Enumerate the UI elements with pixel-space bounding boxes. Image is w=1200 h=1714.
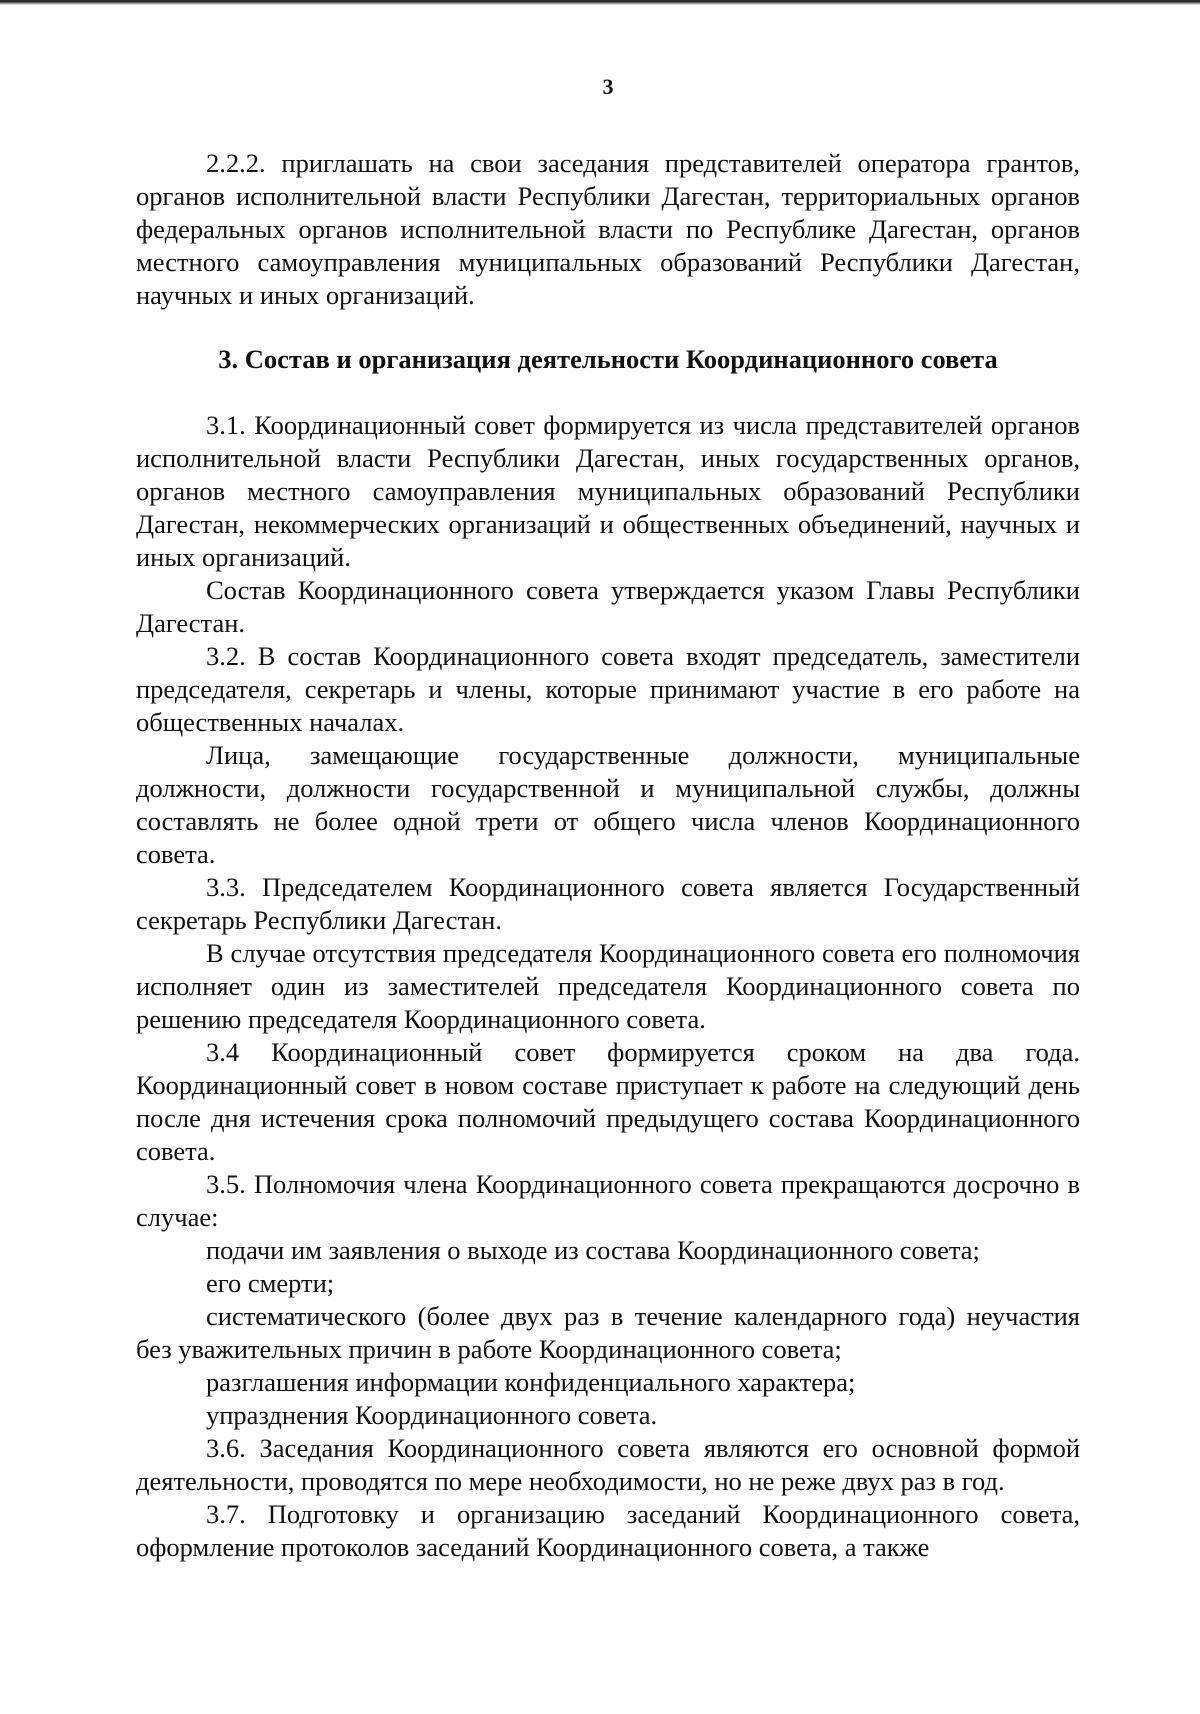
paragraph-3-6: 3.6. Заседания Координационного совета являются его основной формой деятельности, проводятся по мере необходимости, но не реже двух раз в год. [136, 1433, 1080, 1496]
section-body [136, 409, 1080, 1564]
heading-block [136, 343, 1080, 376]
paragraph-composition: Состав Координационного совета утверждается указом Главы Республики Дагестан. [136, 575, 1080, 638]
scan-top-edge [0, 0, 1200, 5]
paragraph-2-2-2: 2.2.2. приглашать на свои заседания представителей оператора грантов, органов исполнительной власти Республики Дагестан, территориальных органов федеральных органов исполнительной власти по Республике Дагестан, органов местного самоуправления муниципальных образований Республики Дагестан, научных и иных организаций. [136, 148, 1080, 310]
paragraph-3-5: 3.5. Полномочия члена Координационного совета прекращаются досрочно в случае: [136, 1169, 1080, 1232]
list-item-abolition: упразднения Координационного совета. [206, 1400, 658, 1430]
page-number: 3 [602, 74, 614, 99]
list-item-death: его смерти; [206, 1268, 335, 1298]
paragraph-3-3: 3.3. Председателем Координационного совета является Государственный секретарь Республики Дагестан. [136, 872, 1080, 935]
paragraph-3-1: 3.1. Координационный совет формируется из числа представителей органов исполнительной власти Республики Дагестан, иных государственных органов, органов местного самоуправления муниципальных образований Республики Дагестан, некоммерческих организаций и общественных объединений, научных и иных организаций. [136, 410, 1080, 572]
paragraph-3-2: 3.2. В состав Координационного совета входят председатель, заместители председателя, секретарь и члены, которые принимают участие в его работе на общественных началах. [136, 641, 1080, 737]
paragraph-3-4: 3.4 Координационный совет формируется сроком на два года. Координационный совет в новом составе приступает к работе на следующий день после дня истечения срока полномочий предыдущего состава Координационного совета. [136, 1037, 1080, 1166]
paragraph-officials: Лица, замещающие государственные должности, муниципальные должности, должности государственной и муниципальной службы, должны составлять не более одной трети от общего числа членов Координационного совета. [136, 740, 1080, 869]
list-item-nonparticipation: систематического (более двух раз в течение календарного года) неучастия без уважительных причин в работе Координационного совета; [136, 1301, 1080, 1364]
list-item-disclosure: разглашения информации конфиденциального характера; [206, 1367, 856, 1397]
paragraph-absence: В случае отсутствия председателя Координационного совета его полномочия исполняет один из заместителей председателя Координационного совета по решению председателя Координационного совета. [136, 938, 1080, 1034]
section-heading: 3. Состав и организация деятельности Координационного совета [218, 344, 998, 374]
paragraph-3-7: 3.7. Подготовку и организацию заседаний Координационного совета, оформление протоколов заседаний Координационного совета, а также [136, 1499, 1080, 1562]
list-item-resignation: подачи им заявления о выходе из состава Координационного совета; [206, 1235, 980, 1265]
intro-block [136, 147, 1080, 312]
